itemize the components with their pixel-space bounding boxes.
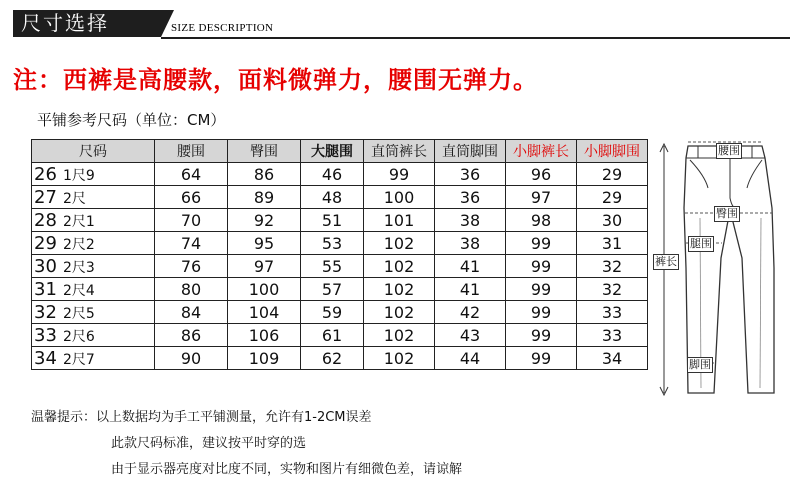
- header-straight-hem: 直筒脚围: [435, 140, 506, 163]
- size-cell: [32, 232, 155, 255]
- table-row: [32, 301, 648, 324]
- size-chinese: 2尺: [63, 190, 86, 207]
- size-chinese: 2尺2: [63, 236, 95, 253]
- straight-hem-cell: 36: [435, 163, 506, 186]
- straight-hem-cell: 41: [435, 255, 506, 278]
- thigh-cell: 62: [301, 347, 364, 370]
- hip-cell: 100: [228, 278, 301, 301]
- size-chinese: 2尺7: [63, 351, 95, 368]
- waist-cell: 66: [155, 186, 228, 209]
- straight-hem-cell: 36: [435, 186, 506, 209]
- slim-length-cell: 99: [506, 301, 577, 324]
- slim-hem-cell: 32: [577, 278, 648, 301]
- slim-hem-cell: 32: [577, 255, 648, 278]
- size-chinese: 1尺9: [63, 167, 95, 184]
- waist-cell: 74: [155, 232, 228, 255]
- straight-hem-cell: 43: [435, 324, 506, 347]
- size-chinese: 2尺1: [63, 213, 95, 230]
- thigh-cell: 61: [301, 324, 364, 347]
- table-row: [32, 278, 648, 301]
- reference-label: 平铺参考尺码（单位：CM）: [37, 111, 226, 129]
- hip-cell: 97: [228, 255, 301, 278]
- header: [0, 0, 790, 40]
- table-row: [32, 255, 648, 278]
- notice-text: 注：西裤是高腰款，面料微弹力，腰围无弹力。: [13, 66, 538, 94]
- table-row: [32, 163, 648, 186]
- table-row: [32, 347, 648, 370]
- table-row: [32, 232, 648, 255]
- waist-cell: 80: [155, 278, 228, 301]
- straight-hem-cell: 38: [435, 232, 506, 255]
- thigh-tag: 腿围: [690, 237, 712, 250]
- header-thigh: 大腿围: [301, 140, 364, 163]
- slim-length-cell: 96: [506, 163, 577, 186]
- size-number: 30: [34, 255, 57, 277]
- note-line: 由于显示器亮度对比度不同，实物和图片有细微色差，请谅解: [111, 462, 463, 477]
- size-chinese: 2尺3: [63, 259, 95, 276]
- slim-length-cell: 99: [506, 278, 577, 301]
- hip-cell: 104: [228, 301, 301, 324]
- note-line: 此款尺码标准，建议按平时穿的选: [111, 436, 307, 451]
- hem-tag: 脚围: [689, 358, 711, 371]
- thigh-cell: 53: [301, 232, 364, 255]
- slim-length-cell: 99: [506, 232, 577, 255]
- notes: [31, 405, 462, 483]
- size-cell: [32, 347, 155, 370]
- size-table: [31, 139, 648, 370]
- straight-length-cell: 99: [364, 163, 435, 186]
- hip-cell: 92: [228, 209, 301, 232]
- slim-hem-cell: 29: [577, 186, 648, 209]
- slim-length-cell: 98: [506, 209, 577, 232]
- table-row: [32, 209, 648, 232]
- hip-cell: 109: [228, 347, 301, 370]
- hip-cell: 95: [228, 232, 301, 255]
- straight-length-cell: 102: [364, 301, 435, 324]
- size-number: 31: [34, 278, 57, 300]
- waist-cell: 70: [155, 209, 228, 232]
- straight-length-cell: 102: [364, 347, 435, 370]
- table-row: [32, 186, 648, 209]
- hip-tag: 臀围: [716, 207, 738, 220]
- straight-length-cell: 102: [364, 255, 435, 278]
- size-chinese: 2尺6: [63, 328, 95, 345]
- size-number: 26: [34, 163, 57, 185]
- size-cell: [32, 324, 155, 347]
- waist-cell: 90: [155, 347, 228, 370]
- slim-hem-cell: 33: [577, 324, 648, 347]
- waist-cell: 84: [155, 301, 228, 324]
- straight-length-cell: 102: [364, 324, 435, 347]
- header-slim-length: 小脚裤长: [506, 140, 577, 163]
- straight-hem-cell: 42: [435, 301, 506, 324]
- straight-length-cell: 100: [364, 186, 435, 209]
- slim-hem-cell: 34: [577, 347, 648, 370]
- table-row: [32, 324, 648, 347]
- thigh-cell: 46: [301, 163, 364, 186]
- waist-cell: 86: [155, 324, 228, 347]
- waist-tag: 腰围: [718, 144, 740, 157]
- slim-length-cell: 99: [506, 324, 577, 347]
- header-slim-hem: 小脚脚围: [577, 140, 648, 163]
- slim-length-cell: 99: [506, 255, 577, 278]
- hip-cell: 89: [228, 186, 301, 209]
- size-cell: [32, 278, 155, 301]
- slim-hem-cell: 31: [577, 232, 648, 255]
- note-line: 温馨提示：以上数据均为手工平铺测量，允许有1-2CM误差: [31, 410, 372, 425]
- slim-hem-cell: 29: [577, 163, 648, 186]
- waist-cell: 76: [155, 255, 228, 278]
- thigh-cell: 48: [301, 186, 364, 209]
- header-rule: [161, 37, 790, 39]
- pants-diagram: [650, 138, 785, 408]
- size-cell: [32, 255, 155, 278]
- size-cell: [32, 163, 155, 186]
- size-chinese: 2尺5: [63, 305, 95, 322]
- straight-hem-cell: 38: [435, 209, 506, 232]
- size-cell: [32, 209, 155, 232]
- header-waist: 腰围: [155, 140, 228, 163]
- table-header-row: [32, 140, 648, 163]
- slim-hem-cell: 33: [577, 301, 648, 324]
- slim-length-cell: 97: [506, 186, 577, 209]
- thigh-cell: 55: [301, 255, 364, 278]
- thigh-cell: 57: [301, 278, 364, 301]
- size-number: 34: [34, 347, 57, 369]
- section-title: 尺寸选择: [13, 10, 161, 37]
- size-number: 33: [34, 324, 57, 346]
- size-chinese: 2尺4: [63, 282, 95, 299]
- size-cell: [32, 301, 155, 324]
- size-number: 27: [34, 186, 57, 208]
- straight-hem-cell: 41: [435, 278, 506, 301]
- straight-length-cell: 101: [364, 209, 435, 232]
- straight-length-cell: 102: [364, 232, 435, 255]
- header-hip: 臀围: [228, 140, 301, 163]
- length-tag: 裤长: [655, 255, 677, 268]
- straight-length-cell: 102: [364, 278, 435, 301]
- header-straight-length: 直筒裤长: [364, 140, 435, 163]
- thigh-cell: 59: [301, 301, 364, 324]
- slim-hem-cell: 30: [577, 209, 648, 232]
- hip-cell: 86: [228, 163, 301, 186]
- straight-hem-cell: 44: [435, 347, 506, 370]
- size-number: 29: [34, 232, 57, 254]
- slim-length-cell: 99: [506, 347, 577, 370]
- section-subtitle: SIZE DESCRIPTION: [171, 22, 274, 34]
- waist-cell: 64: [155, 163, 228, 186]
- size-number: 32: [34, 301, 57, 323]
- size-number: 28: [34, 209, 57, 231]
- hip-cell: 106: [228, 324, 301, 347]
- thigh-cell: 51: [301, 209, 364, 232]
- header-size: 尺码: [32, 140, 155, 163]
- size-cell: [32, 186, 155, 209]
